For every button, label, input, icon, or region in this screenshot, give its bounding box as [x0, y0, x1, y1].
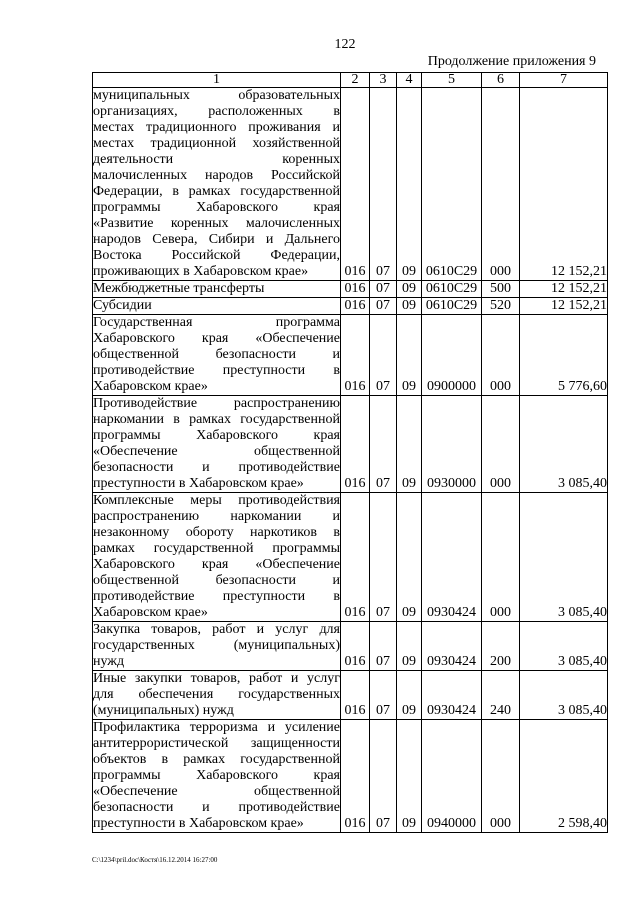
target-article-cell: 0610С29: [422, 298, 482, 315]
row-description: [93, 281, 341, 298]
description-line: для обеспечения государственных: [93, 687, 340, 702]
column-header: 5: [422, 73, 482, 88]
column-header: 2: [341, 73, 370, 88]
table-row: [93, 396, 608, 493]
description-line: распространению наркомании и: [93, 509, 340, 524]
row-description: [93, 720, 341, 833]
ministry-code-cell: 016: [341, 720, 370, 833]
amount-cell: 2 598,40: [520, 720, 608, 833]
subsection-code-cell: 09: [397, 493, 422, 622]
description-line: организациях, расположенных в: [93, 104, 340, 119]
row-description: [93, 298, 341, 315]
column-header: 7: [520, 73, 608, 88]
subsection-code-cell: 09: [397, 315, 422, 396]
expense-type-cell: 000: [482, 720, 520, 833]
description-line: народов Севера, Сибири и Дальнего: [93, 232, 340, 247]
expense-type-cell: 500: [482, 281, 520, 298]
row-description: [93, 671, 341, 720]
section-code-cell: 07: [370, 396, 397, 493]
budget-table: [92, 72, 608, 833]
target-article-cell: 0930424: [422, 493, 482, 622]
description-line: проживающих в Хабаровском крае»: [93, 264, 309, 279]
ministry-code-cell: 016: [341, 281, 370, 298]
description-line: нужд: [93, 654, 125, 669]
row-description: [93, 396, 341, 493]
description-line: Межбюджетные трансферты: [93, 281, 265, 296]
expense-type-cell: 200: [482, 622, 520, 671]
description-line: местах традиционного проживания и: [93, 120, 340, 135]
expense-type-cell: 520: [482, 298, 520, 315]
description-line: программы Хабаровского края: [93, 200, 340, 215]
table-row: [93, 315, 608, 396]
description-line: Государственная программа: [93, 315, 340, 330]
description-line: незаконному обороту наркотиков в: [93, 525, 340, 540]
target-article-cell: 0930424: [422, 622, 482, 671]
section-code-cell: 07: [370, 281, 397, 298]
subsection-code-cell: 09: [397, 622, 422, 671]
description-line: преступности в Хабаровском крае»: [93, 476, 304, 491]
ministry-code-cell: 016: [341, 671, 370, 720]
description-line: Комплексные меры противодействия: [93, 493, 340, 508]
description-line: рамках государственной программы: [93, 541, 340, 556]
amount-cell: 12 152,21: [520, 298, 608, 315]
expense-type-cell: 000: [482, 315, 520, 396]
table-row: [93, 622, 608, 671]
amount-cell: 3 085,40: [520, 622, 608, 671]
column-header: 1: [93, 73, 341, 88]
section-code-cell: 07: [370, 315, 397, 396]
footer-file-path: C:\1234\pril.doc\Костя\16.12.2014 16:27:00: [92, 856, 218, 864]
description-line: муниципальных образовательных: [93, 88, 340, 103]
expense-type-cell: 000: [482, 88, 520, 281]
description-line: общественной безопасности и: [93, 347, 340, 362]
column-header: 3: [370, 73, 397, 88]
section-code-cell: 07: [370, 671, 397, 720]
description-line: Иные закупки товаров, работ и услуг: [93, 671, 340, 686]
table-row: [93, 493, 608, 622]
description-line: безопасности и противодействие: [93, 460, 340, 475]
description-line: (муниципальных) нужд: [93, 703, 234, 718]
amount-cell: 12 152,21: [520, 88, 608, 281]
description-line: безопасности и противодействие: [93, 800, 340, 815]
amount-cell: 5 776,60: [520, 315, 608, 396]
table-header-row: [93, 73, 608, 88]
page-number: 122: [334, 37, 356, 52]
section-code-cell: 07: [370, 720, 397, 833]
row-description: [93, 88, 341, 281]
target-article-cell: 0930000: [422, 396, 482, 493]
subsection-code-cell: 09: [397, 298, 422, 315]
description-line: Профилактика терроризма и усиление: [93, 720, 340, 735]
target-article-cell: 0610С29: [422, 88, 482, 281]
ministry-code-cell: 016: [341, 315, 370, 396]
subsection-code-cell: 09: [397, 671, 422, 720]
table-row: [93, 281, 608, 298]
amount-cell: 3 085,40: [520, 396, 608, 493]
description-line: Противодействие распространению: [93, 396, 340, 411]
description-line: «Обеспечение общественной: [93, 444, 340, 459]
description-line: Субсидии: [93, 298, 152, 313]
description-line: противодействие преступности в: [93, 363, 340, 378]
row-description: [93, 493, 341, 622]
section-code-cell: 07: [370, 493, 397, 622]
description-line: антитеррористической защищенности: [93, 736, 340, 751]
description-line: Хабаровского края «Обеспечение: [93, 331, 340, 346]
row-description: [93, 622, 341, 671]
ministry-code-cell: 016: [341, 396, 370, 493]
description-line: Востока Российской Федерации,: [93, 248, 340, 263]
description-line: «Обеспечение общественной: [93, 784, 340, 799]
amount-cell: 3 085,40: [520, 671, 608, 720]
section-code-cell: 07: [370, 298, 397, 315]
description-line: программы Хабаровского края: [93, 428, 340, 443]
appendix-continuation-label: Продолжение приложения 9: [427, 54, 596, 69]
description-line: Хабаровском крае»: [93, 379, 208, 394]
target-article-cell: 0930424: [422, 671, 482, 720]
description-line: Федерации, в рамках государственной: [93, 184, 340, 199]
description-line: Хабаровском крае»: [93, 605, 208, 620]
table-row: [93, 671, 608, 720]
table-row: [93, 88, 608, 281]
subsection-code-cell: 09: [397, 396, 422, 493]
target-article-cell: 0610С29: [422, 281, 482, 298]
column-header: 6: [482, 73, 520, 88]
description-line: «Развитие коренных малочисленных: [93, 216, 340, 231]
description-line: объектов в рамках государственной: [93, 752, 340, 767]
description-line: противодействие преступности в: [93, 589, 340, 604]
description-line: Хабаровского края «Обеспечение: [93, 557, 340, 572]
description-line: малочисленных народов Российской: [93, 168, 340, 183]
description-line: Закупка товаров, работ и услуг для: [93, 622, 340, 637]
ministry-code-cell: 016: [341, 298, 370, 315]
expense-type-cell: 240: [482, 671, 520, 720]
expense-type-cell: 000: [482, 396, 520, 493]
target-article-cell: 0940000: [422, 720, 482, 833]
column-header: 4: [397, 73, 422, 88]
description-line: наркомании в рамках государственной: [93, 412, 340, 427]
subsection-code-cell: 09: [397, 88, 422, 281]
expense-type-cell: 000: [482, 493, 520, 622]
row-description: [93, 315, 341, 396]
description-line: программы Хабаровского края: [93, 768, 340, 783]
amount-cell: 12 152,21: [520, 281, 608, 298]
section-code-cell: 07: [370, 622, 397, 671]
section-code-cell: 07: [370, 88, 397, 281]
description-line: государственных (муниципальных): [93, 638, 340, 653]
subsection-code-cell: 09: [397, 720, 422, 833]
description-line: преступности в Хабаровском крае»: [93, 816, 304, 831]
description-line: деятельности коренных: [93, 152, 340, 167]
subsection-code-cell: 09: [397, 281, 422, 298]
ministry-code-cell: 016: [341, 88, 370, 281]
description-line: местах традиционной хозяйственной: [93, 136, 340, 151]
table-row: [93, 298, 608, 315]
target-article-cell: 0900000: [422, 315, 482, 396]
description-line: общественной безопасности и: [93, 573, 340, 588]
ministry-code-cell: 016: [341, 622, 370, 671]
ministry-code-cell: 016: [341, 493, 370, 622]
amount-cell: 3 085,40: [520, 493, 608, 622]
table-row: [93, 720, 608, 833]
